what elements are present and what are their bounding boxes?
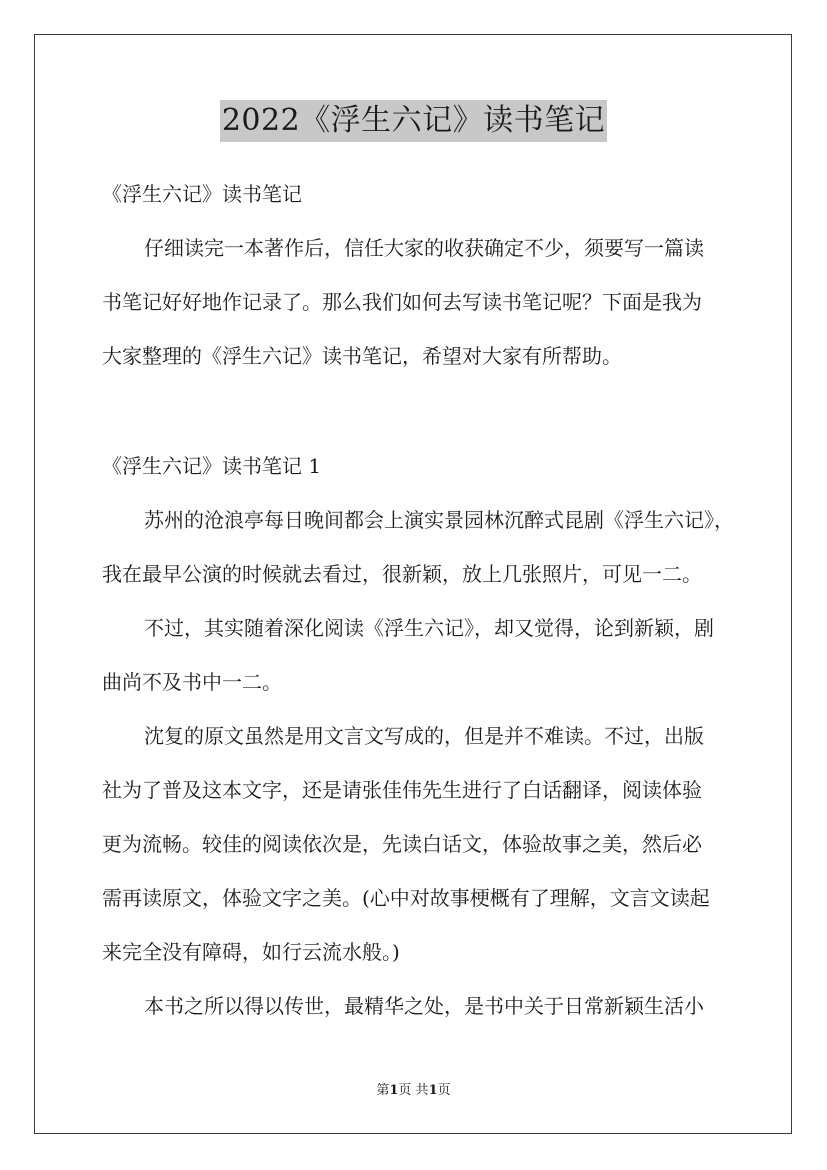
subtitle-line: 《浮生六记》读书笔记	[102, 182, 302, 206]
para3-line-4: 需再读原文，体验文字之美。(心中对故事梗概有了理解，文言文读起	[102, 886, 710, 910]
intro-line-2: 书笔记好好地作记录了。那么我们如何去写读书笔记呢？下面是我为	[102, 290, 702, 314]
para1-line-1: 苏州的沧浪亭每日晚间都会上演实景园林沉醉式昆剧《浮生六记》，	[144, 508, 734, 532]
para3-line-5: 来完全没有障碍，如行云流水般。)	[102, 940, 400, 964]
para2-line-2: 曲尚不及书中一二。	[102, 670, 282, 694]
intro-line-1: 仔细读完一本著作后，信任大家的收获确定不少，须要写一篇读	[144, 236, 704, 260]
para3-line-3: 更为流畅。较佳的阅读依次是，先读白话文，体验故事之美，然后必	[102, 832, 702, 856]
footer-mid: 页 共	[398, 1083, 429, 1098]
footer-page-current: 1	[389, 1083, 399, 1098]
intro-line-3: 大家整理的《浮生六记》读书笔记，希望对大家有所帮助。	[102, 344, 622, 368]
para4-line-1: 本书之所以得以传世，最精华之处，是书中关于日常新颖生活小	[144, 994, 704, 1018]
footer-prefix: 第	[376, 1083, 390, 1098]
document-title	[0, 100, 827, 142]
section-heading: 《浮生六记》读书笔记 1	[102, 454, 322, 478]
footer-suffix: 页	[437, 1083, 451, 1098]
document-title-text: 2022《浮生六记》读书笔记	[220, 100, 607, 142]
footer-page-total: 1	[428, 1083, 438, 1098]
para1-line-2: 我在最早公演的时候就去看过，很新颖，放上几张照片，可见一二。	[102, 562, 702, 586]
page-footer	[0, 1082, 827, 1100]
para2-line-1: 不过，其实随着深化阅读《浮生六记》，却又觉得，论到新颖，剧	[144, 616, 714, 640]
para3-line-2: 社为了普及这本文字，还是请张佳伟先生进行了白话翻译，阅读体验	[102, 778, 702, 802]
para3-line-1: 沈复的原文虽然是用文言文写成的，但是并不难读。不过，出版	[144, 724, 704, 748]
